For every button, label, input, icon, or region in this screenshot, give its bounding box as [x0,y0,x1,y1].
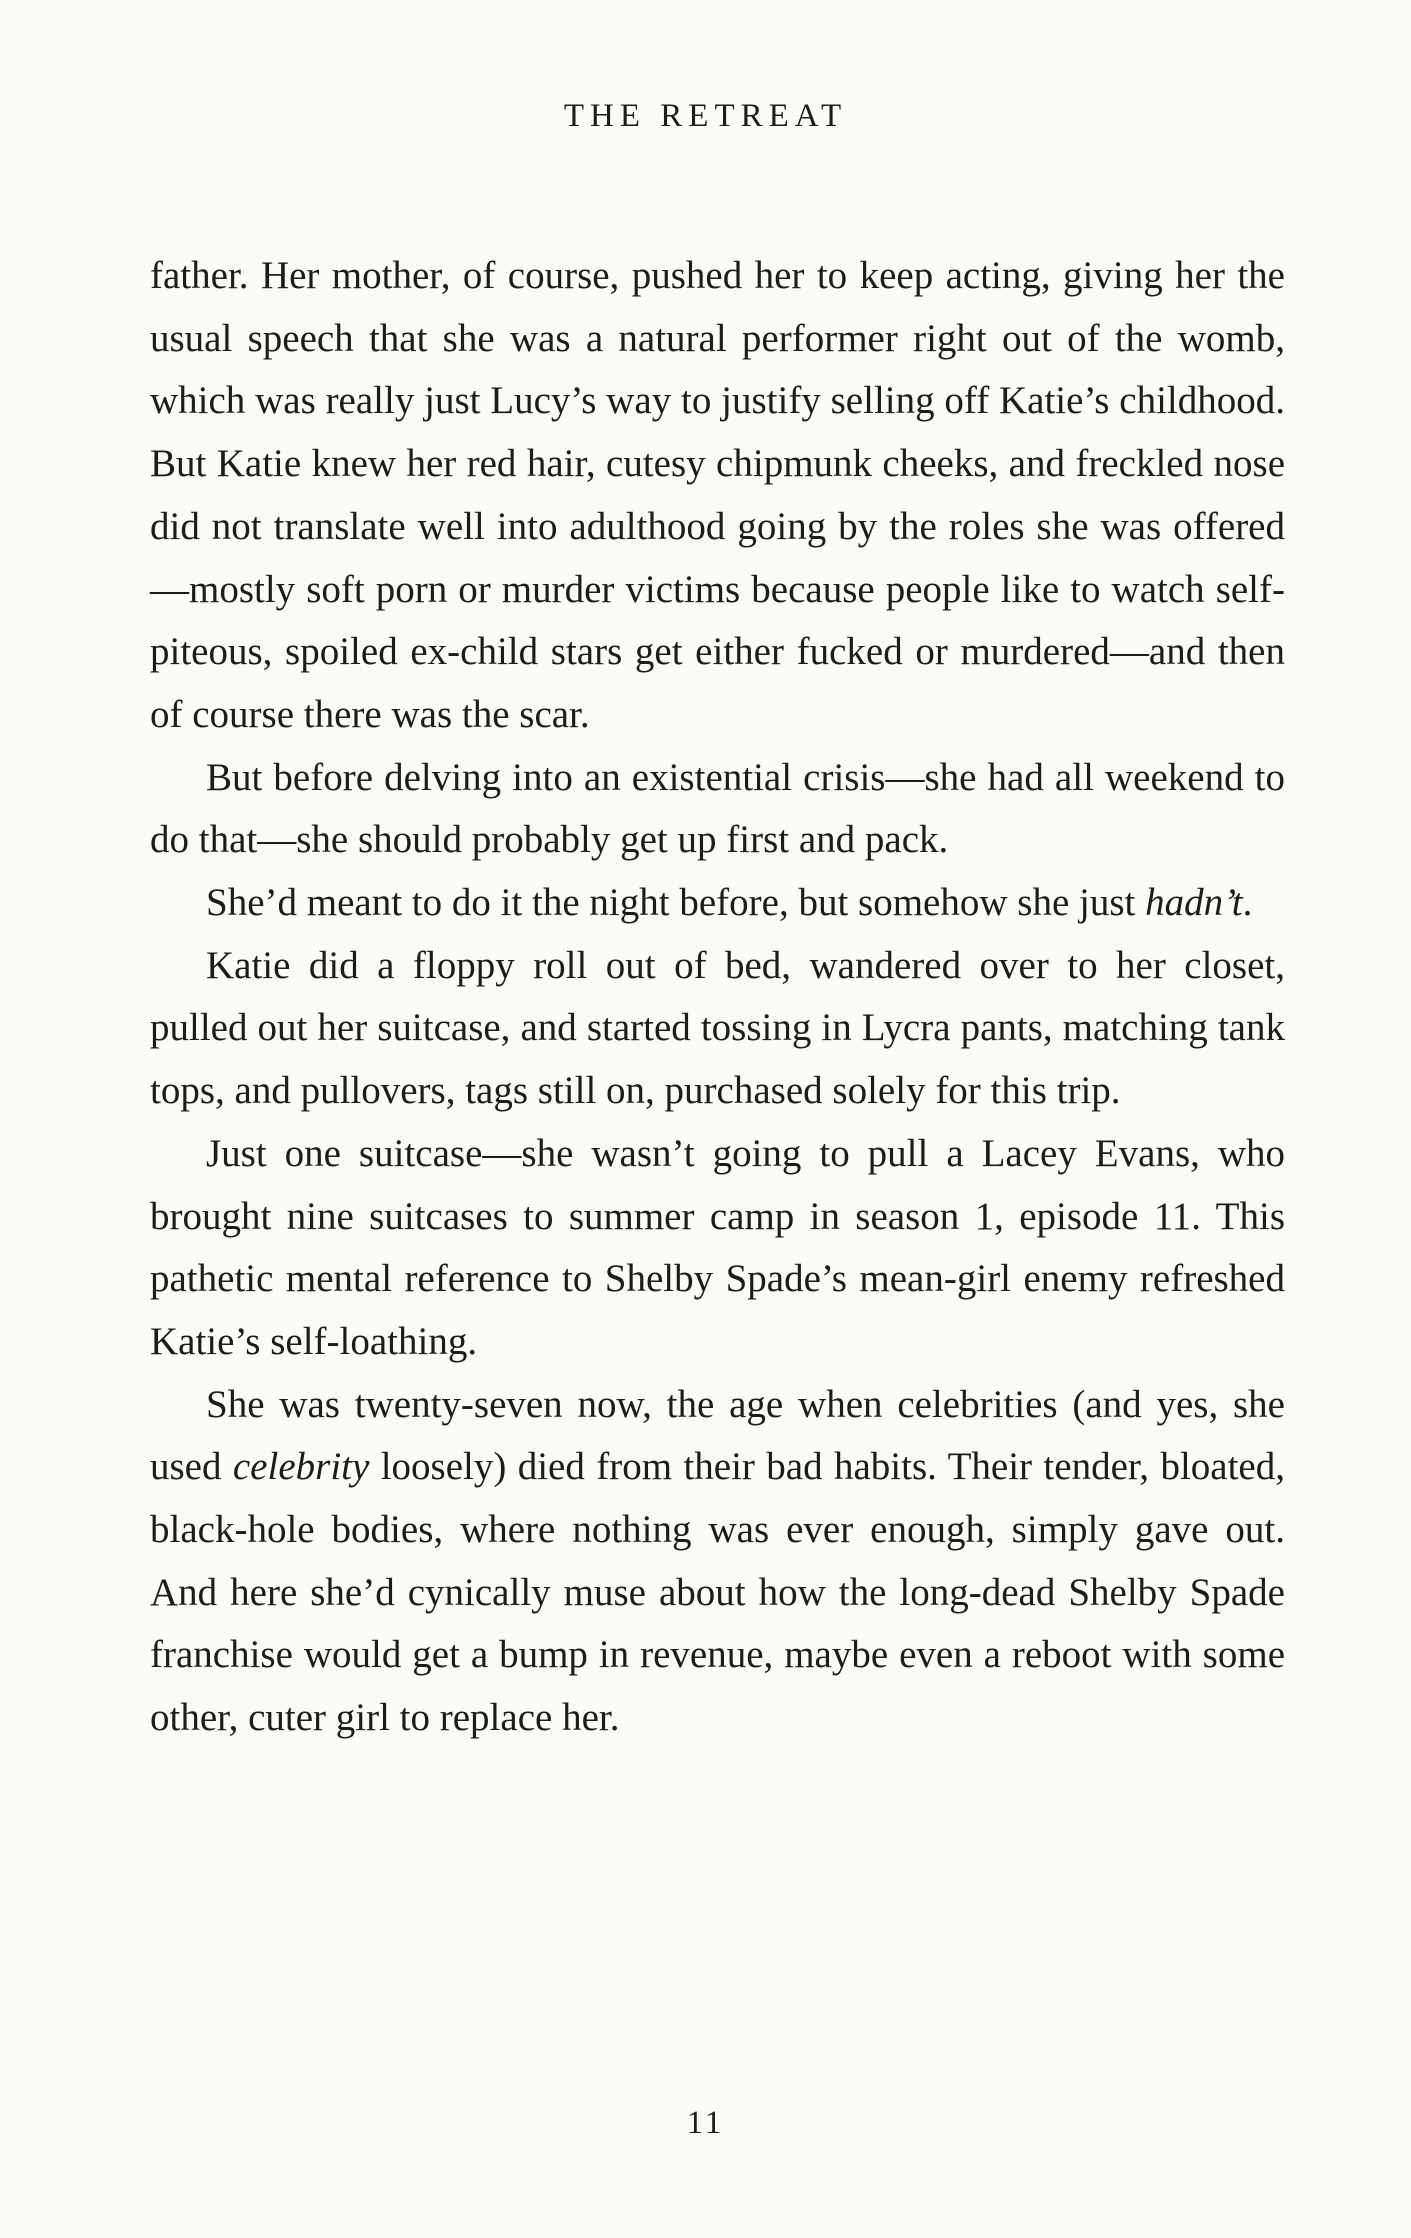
running-head: THE RETREAT [563,98,848,134]
paragraph-3 [150,872,1285,935]
paragraph-5: Just one suitcase—she wasn’t going to pull a Lacey Evans, who brought nine suitcases to summer camp in season 1, episode 11. This pathetic mental reference to Shelby Spade’s mean-girl enemy refreshed Katie’s self-loathing. [150,1131,1285,1363]
page-number: 11 [686,2105,725,2141]
paragraph-1: father. Her mother, of course, pushed her to keep acting, giving her the usual speech that she was a natural performer right out of the womb, which was really just Lucy’s way to justify selling off Katie’s childhood. But Katie knew her red hair, cutesy chipmunk cheeks, and freckled nose did not translate well into adulthood going by the roles she was offered—mostly soft porn or murder victims because people like to watch self-piteous, spoiled ex-child stars get either fucked or murdered—and then of course there was the scar. [150,254,1285,736]
paragraph-3-text-end: . [1242,881,1253,925]
paragraph-2: But before delving into an existential crisis—she had all weekend to do that—she should probably get up first and pack. [150,755,1285,862]
paragraph-3-text-start: She’d meant to do it the night before, but somehow she just [206,881,1146,925]
paragraph-6-text-start: She was twenty-seven now, the age when celebrities (and yes, she used [150,1382,1285,1489]
paragraph-4: Katie did a floppy roll out of bed, wandered over to her closet, pulled out her suitcase, and started tossing in Lycra pants, matching tank tops, and pullovers, tags still on, purchased solely for this trip. [150,943,1285,1113]
emphasis-hadnt: hadn’t [1145,881,1243,925]
paragraph-6 [150,1374,1285,1750]
paragraph-6-text-end: loosely) died from their bad habits. Their tender, bloated, black-hole bodies, where nothing was ever enough, simply gave out. And here she’d cynically muse about how the long-dead Shelby Spade franchise would get a bump in revenue, maybe even a reboot with some other, cuter girl to replace her. [150,1445,1285,1740]
body-text [150,245,1285,1750]
emphasis-celebrity: celebrity [232,1445,370,1489]
